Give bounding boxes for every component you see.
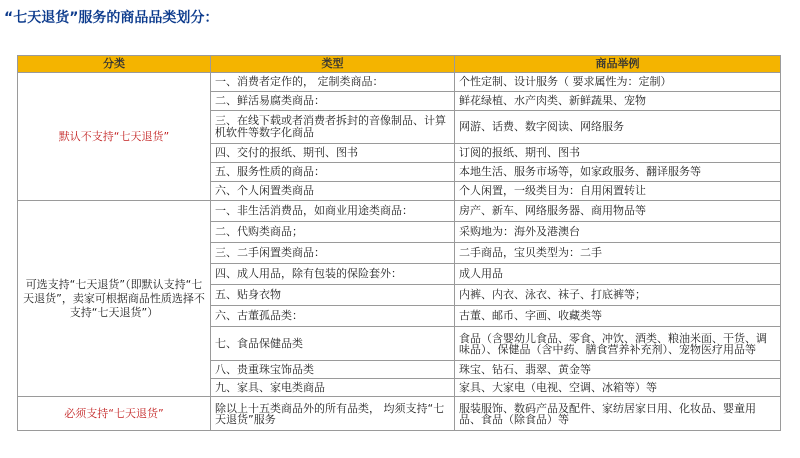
row-example: 本地生活、服务市场等，如家政服务、翻译服务等: [455, 163, 781, 182]
page-title: “七天退货”服务的商品品类划分：: [4, 10, 219, 26]
category-table: [17, 55, 781, 431]
row-type: 一、消费者定作的， 定制类商品：: [211, 73, 455, 92]
header-type: 类型: [211, 56, 455, 73]
row-example: 家具、大家电（电视、空调、冰箱等）等: [455, 379, 781, 397]
row-example: 房产、新车、网络服务器、商用物品等: [455, 201, 781, 222]
row-example: 古董、邮币、字画、收藏类等: [455, 306, 781, 327]
row-type: 五、贴身衣物: [211, 285, 455, 306]
row-type: 二、代购类商品；: [211, 222, 455, 243]
row-type: 七、食品保健品类: [211, 327, 455, 361]
row-example: 成人用品: [455, 264, 781, 285]
row-type: 除以上十五类商品外的所有品类， 均须支持“七天退货”服务: [211, 397, 455, 431]
row-type: 六、个人闲置类商品: [211, 182, 455, 201]
row-type: 四、交付的报纸、期刊、图书: [211, 144, 455, 163]
table-row: [18, 73, 781, 92]
row-example: 个人闲置，一级类目为：自用闲置转让: [455, 182, 781, 201]
row-example: 个性定制、设计服务（ 要求属性为：定制）: [455, 73, 781, 92]
row-example: 二手商品，宝贝类型为：二手: [455, 243, 781, 264]
row-type: 八、贵重珠宝饰品类: [211, 361, 455, 379]
row-type: 三、在线下载或者消费者拆封的音像制品、计算机软件等数字化商品: [211, 111, 455, 144]
header-category: 分类: [18, 56, 211, 73]
group-label-default-unsupported: 默认不支持“七天退货”: [18, 73, 211, 201]
group-label-must-support: 必须支持“七天退货”: [18, 397, 211, 431]
row-type: 二、鲜活易腐类商品：: [211, 92, 455, 111]
row-example: 采购地为：海外及港澳台: [455, 222, 781, 243]
row-example: 珠宝、钻石、翡翠、黄金等: [455, 361, 781, 379]
row-type: 四、成人用品，除有包装的保险套外：: [211, 264, 455, 285]
row-type: 九、家具、家电类商品: [211, 379, 455, 397]
row-example: 网游、话费、数字阅读、网络服务: [455, 111, 781, 144]
row-example: 食品（含婴幼儿食品、零食、冲饮、酒类、粮油米面、干货、调味品）、保健品（含中药、膳食营养补充剂）、宠物医疗用品等: [455, 327, 781, 361]
row-example: 内裤、内衣、泳衣、袜子、打底裤等；: [455, 285, 781, 306]
table-row: [18, 201, 781, 222]
table-row: [18, 397, 781, 431]
row-type: 六、古董孤品类：: [211, 306, 455, 327]
header-examples: 商品举例: [455, 56, 781, 73]
row-type: 五、服务性质的商品：: [211, 163, 455, 182]
row-example: 鲜花绿植、水产肉类、新鲜蔬果、宠物: [455, 92, 781, 111]
row-type: 一、非生活消费品，如商业用途类商品：: [211, 201, 455, 222]
row-type: 三、二手闲置类商品：: [211, 243, 455, 264]
group-label-optional-support: 可选支持“七天退货”（即默认支持“七天退货”，卖家可根据商品性质选择不支持“七天退货”）: [18, 201, 211, 397]
table-header-row: [18, 56, 781, 73]
row-example: 订阅的报纸、期刊、图书: [455, 144, 781, 163]
row-example: 服装服饰、数码产品及配件、家纺居家日用、化妆品、婴童用品、食品（除食品）等: [455, 397, 781, 431]
